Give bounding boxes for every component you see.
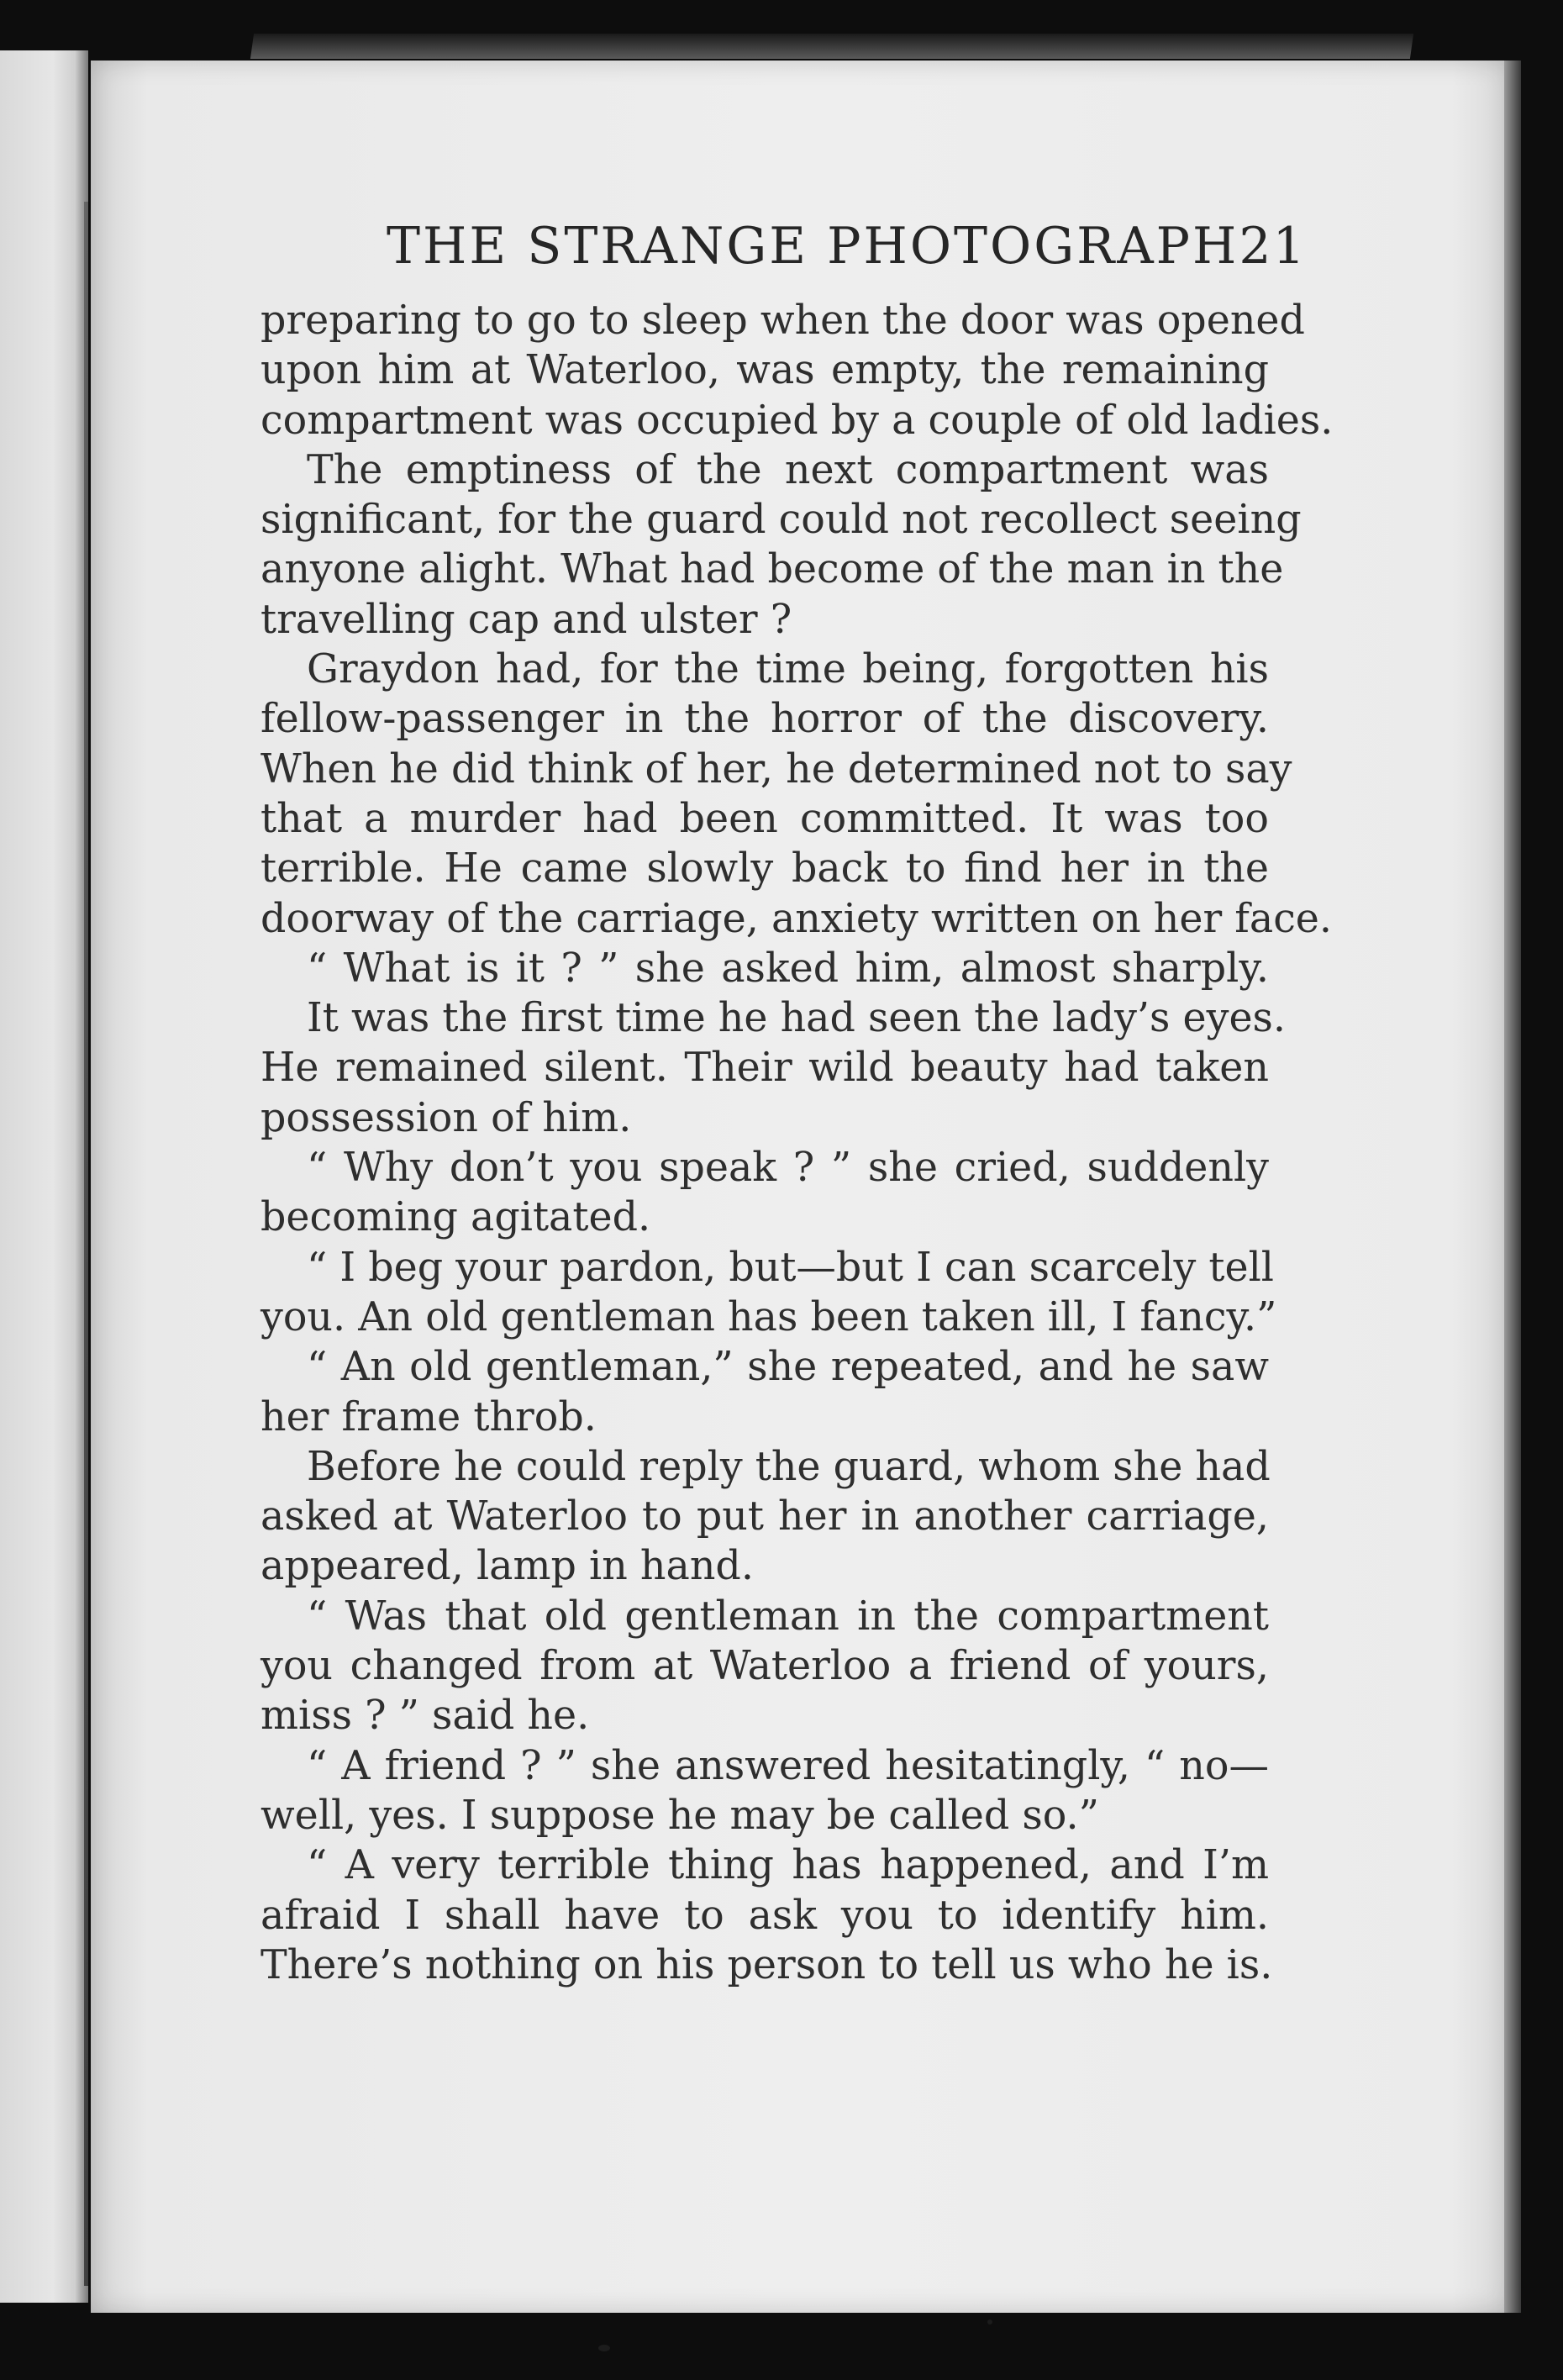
text-line: “ I beg your pardon, but—but I can scarcely tell: [307, 1244, 1274, 1291]
text-line: afraid I shall have to ask you to identify him.: [260, 1892, 1269, 1939]
text-line: that a murder had been committed. It was too: [260, 795, 1269, 842]
page-right-edge-shadow: [1504, 61, 1521, 2313]
text-line: fellow-passenger in the horror of the discovery.: [260, 696, 1269, 743]
text-line: terrible. He came slowly back to find her in the: [260, 845, 1269, 893]
text-line: preparing to go to sleep when the door was opened: [260, 298, 1305, 344]
text-line: her frame throb.: [260, 1393, 597, 1440]
text-line: you changed from at Waterloo a friend of yours,: [260, 1643, 1269, 1690]
text-line: “ Was that old gentleman in the compartment: [307, 1593, 1269, 1640]
text-line: When he did think of her, he determined not to say: [260, 745, 1292, 792]
text-line: doorway of the carriage, anxiety written on her face.: [260, 895, 1333, 942]
text-line: miss ? ” said he.: [260, 1693, 590, 1740]
text-line: Graydon had, for the time being, forgotten his: [307, 646, 1269, 693]
binding-gutter-shadow: [84, 202, 88, 2286]
text-line: possession of him.: [260, 1094, 632, 1141]
text-line: “ What is it ? ” she asked him, almost sharply.: [307, 945, 1269, 992]
text-line: Before he could reply the guard, whom she had: [307, 1443, 1271, 1490]
text-line: significant, for the guard could not recollect seeing: [260, 497, 1302, 544]
text-line: It was the first time he had seen the lady’s eyes.: [307, 995, 1287, 1042]
text-line: upon him at Waterloo, was empty, the remaining: [260, 347, 1269, 394]
text-line: well, yes. I suppose he may be called so.”: [260, 1792, 1099, 1839]
page-top-edge-shadow: [250, 34, 1413, 59]
body-text: [260, 296, 1334, 1990]
text-line: The emptiness of the next compartment was: [307, 446, 1269, 493]
left-facing-page-edge: [0, 50, 88, 2303]
text-line: appeared, lamp in hand.: [260, 1543, 754, 1590]
scan-speck: [987, 2319, 992, 2325]
text-line: becoming agitated.: [260, 1194, 651, 1241]
page-number: 21: [1239, 217, 1307, 276]
text-line: “ A friend ? ” she answered hesitatingly, “ no—: [307, 1742, 1269, 1789]
text-line: “ An old gentleman,” she repeated, and he saw: [307, 1344, 1269, 1391]
text-line: travelling cap and ulster ?: [260, 596, 792, 643]
running-head: [387, 217, 1307, 284]
text-line: “ A very terrible thing has happened, and I’m: [307, 1842, 1269, 1889]
text-line: you. An old gentleman has been taken ill, I fancy.”: [260, 1293, 1277, 1340]
scan-speck: [598, 2345, 610, 2351]
text-line: He remained silent. Their wild beauty had taken: [260, 1045, 1269, 1092]
text-line: anyone alight. What had become of the man in the: [260, 546, 1284, 593]
text-line: compartment was occupied by a couple of old ladies.: [260, 397, 1334, 444]
text-line: asked at Waterloo to put her in another carriage,: [260, 1493, 1269, 1540]
running-head-title: THE STRANGE PHOTOGRAPH: [387, 217, 1239, 276]
text-line: There’s nothing on his person to tell us who he is.: [260, 1941, 1273, 1988]
text-line: “ Why don’t you speak ? ” she cried, suddenly: [307, 1145, 1269, 1192]
